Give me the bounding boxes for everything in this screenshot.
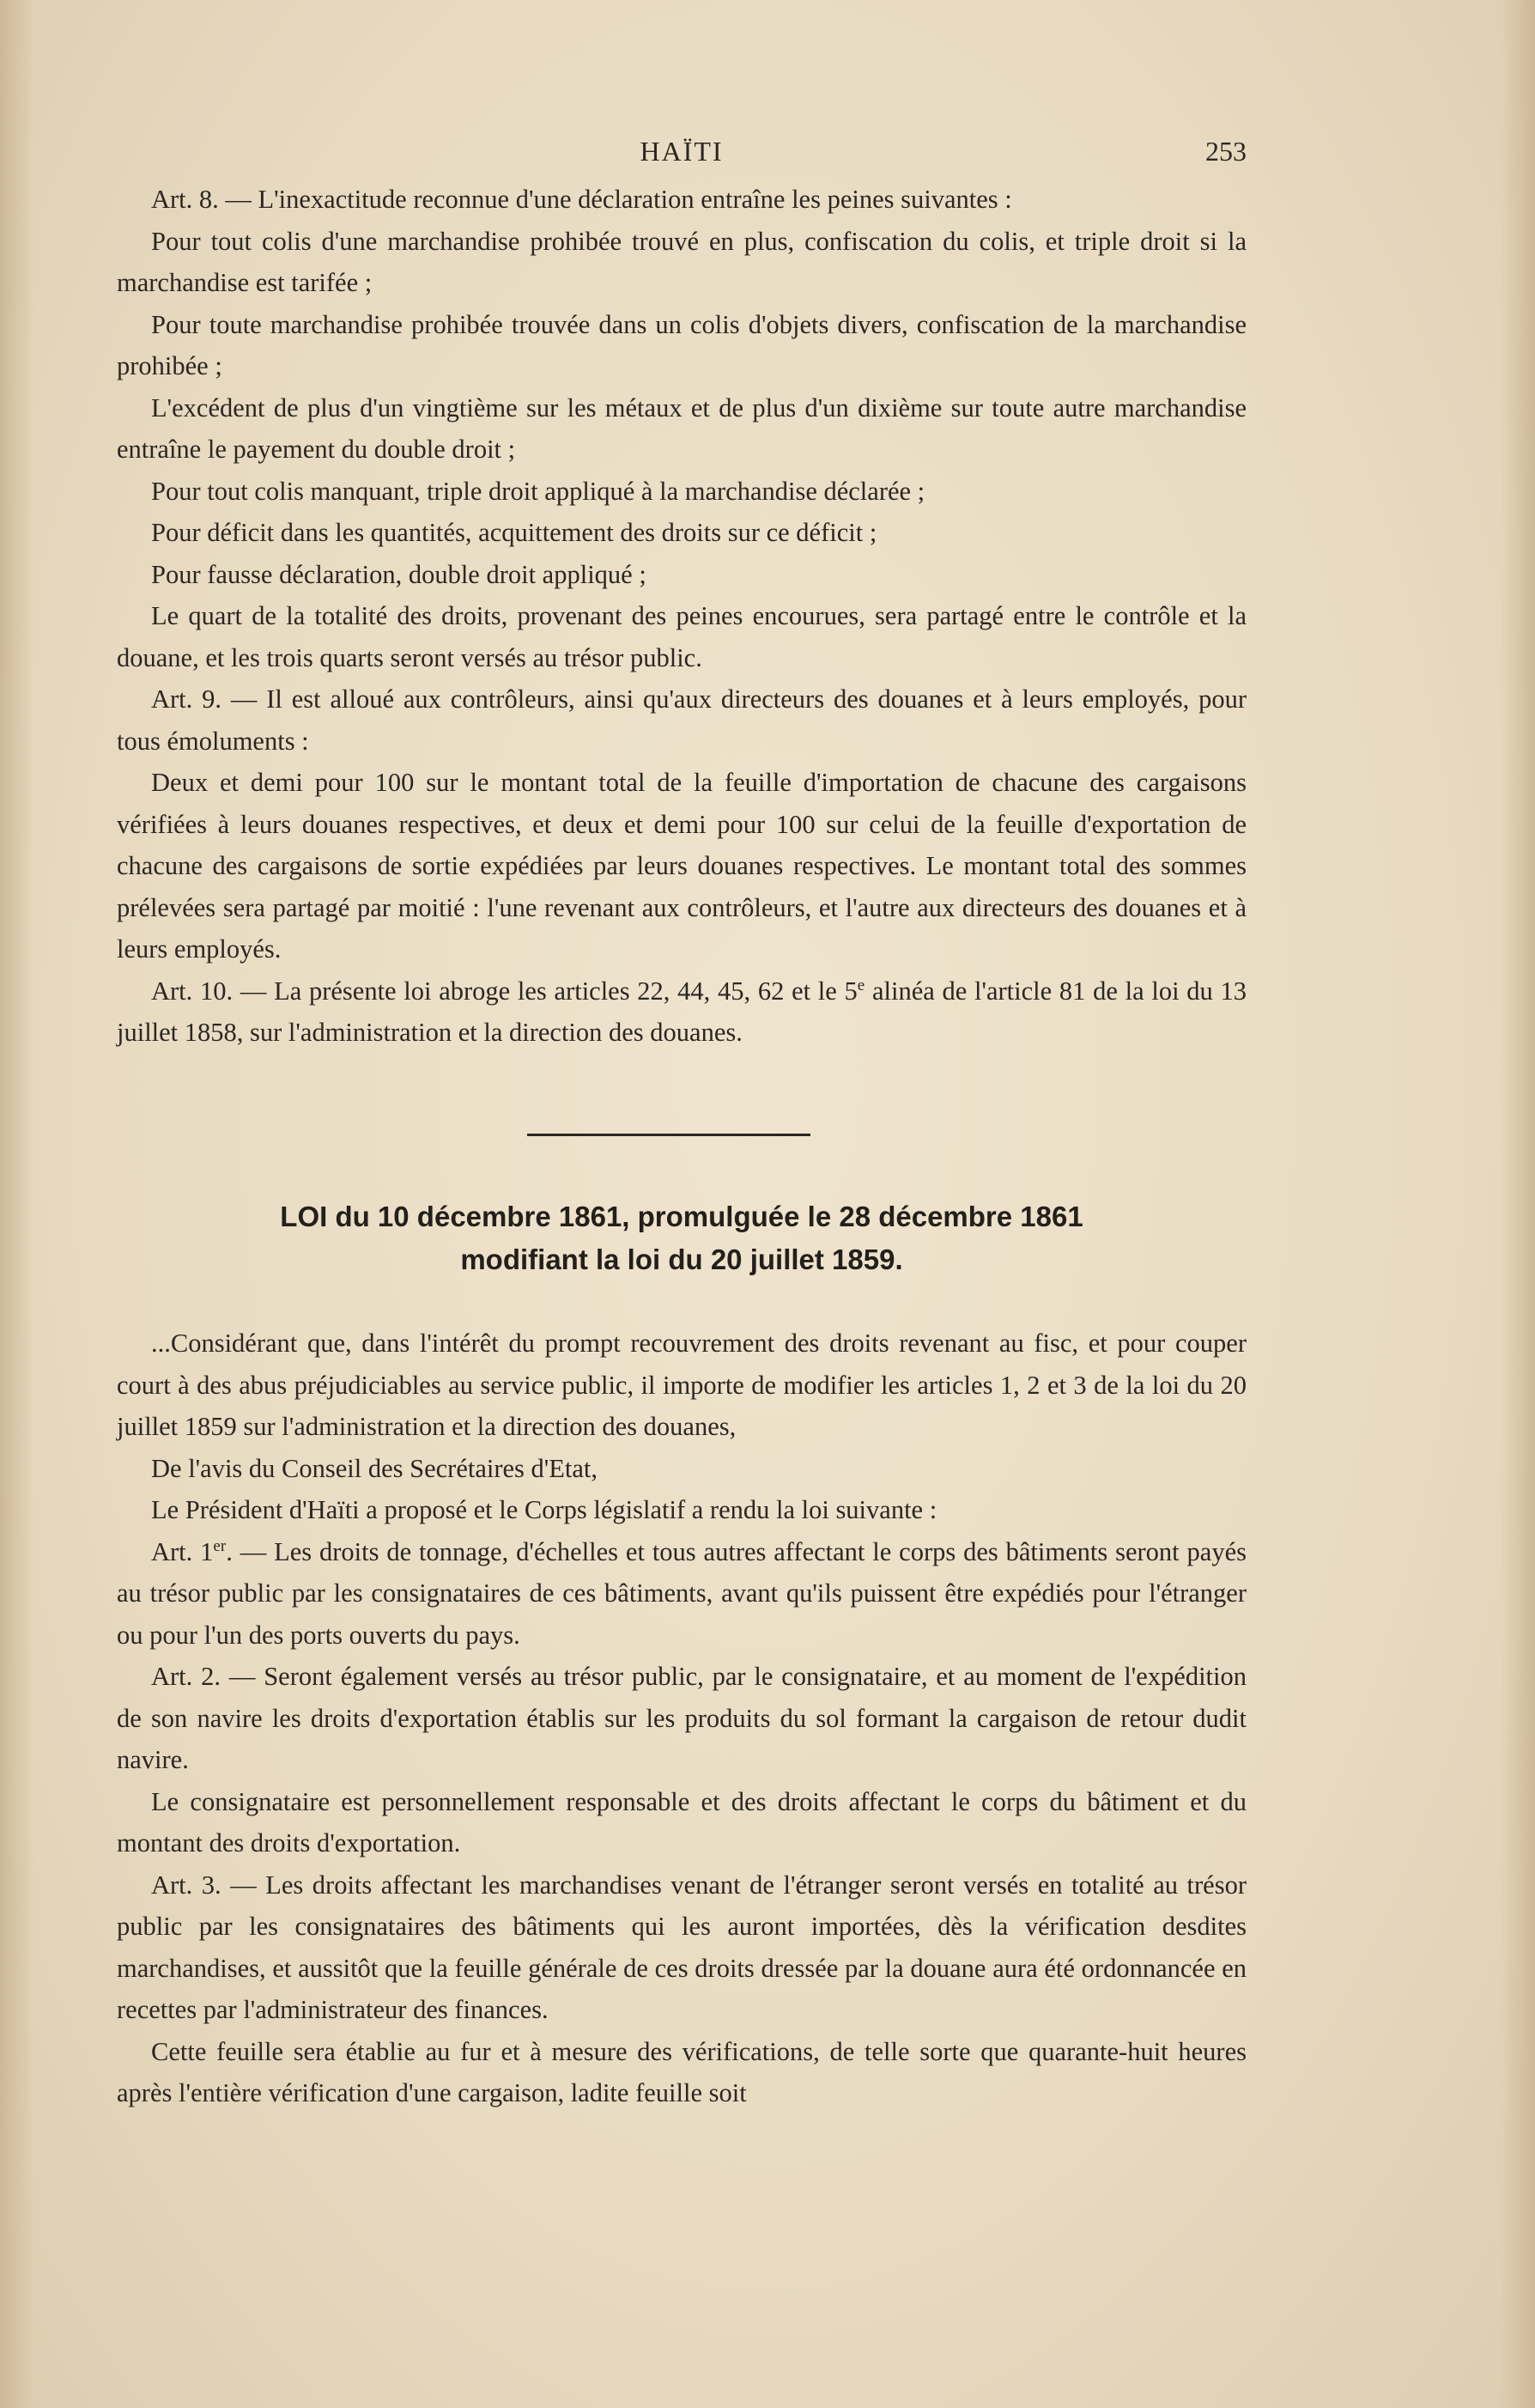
paragraph: De l'avis du Conseil des Secrétaires d'Etat,: [151, 1453, 598, 1483]
text-run: Art. 1: [151, 1536, 214, 1566]
text-run: Art. 10. — La présente loi abroge les articles 22, 44, 45, 62 et le 5: [151, 976, 858, 1006]
paragraph: Pour déficit dans les quantités, acquittement des droits sur ce déficit ;: [151, 518, 877, 547]
paragraph: Deux et demi pour 100 sur le montant total de la feuille d'importation de chacune des cargaisons vérifiées à leurs douanes respectives, et deux et demi pour 100 sur celui de la feuille d'exportation de chacune des cargaisons de sortie expédiées par leurs douanes respectives. Le montant total des sommes prélevées sera partagé par moitié : l'une revenant aux contrôleurs, et l'autre aux directeurs des douanes et à leurs employés.: [117, 768, 1247, 964]
paragraph: Pour fausse déclaration, double droit appliqué ;: [151, 559, 646, 589]
running-title: HAÏTI: [640, 136, 724, 167]
text-run: alinéa de l'article 81 de la loi du 13 juillet 1858, sur l'administration et la direction des douanes.: [117, 976, 1247, 1047]
paragraph: Pour tout colis manquant, triple droit appliqué à la marchandise déclarée ;: [151, 476, 925, 506]
page-number: 253: [1205, 136, 1247, 167]
article-text-bottom: [117, 1323, 1247, 2114]
paragraph: Pour tout colis d'une marchandise prohibée trouvé en plus, confiscation du colis, et triple droit si la marchandise est tarifée ;: [117, 226, 1247, 297]
paragraph: L'excédent de plus d'un vingtième sur les métaux et de plus d'un dixième sur toute autre marchandise entraîne le payement du double droit ;: [117, 392, 1247, 464]
page-edge-shadow-left: [0, 0, 34, 2408]
paragraph: Pour toute marchandise prohibée trouvée dans un colis d'objets divers, confiscation de la marchandise prohibée ;: [117, 309, 1247, 380]
ordinal-superscript: er: [213, 1536, 227, 1555]
paragraph: Cette feuille sera établie au fur et à mesure des vérifications, de telle sorte que quarante-huit heures après l'entière vérification d'une cargaison, ladite feuille soit: [117, 2036, 1247, 2107]
paragraph: ...Considérant que, dans l'intérêt du prompt recouvrement des droits revenant au fisc, et pour couper court à des abus préjudiciables au service public, il importe de modifier les articles 1, 2 et 3 de la loi du 20 juillet 1859 sur l'administration et la direction des douanes,: [117, 1329, 1247, 1441]
article-text-top: [117, 179, 1247, 1054]
text-run: . — Les droits de tonnage, d'échelles et tous autres affectant le corps des bâtiments seront payés au trésor public par les consignataires de ces bâtiments, avant qu'ils puissent être expédiés pour l'étranger ou pour l'un des ports ouverts du pays.: [117, 1536, 1247, 1650]
ordinal-superscript: e: [857, 976, 865, 994]
page-header: [117, 129, 1247, 172]
law-title: [117, 1195, 1247, 1281]
law-title-line-1: LOI du 10 décembre 1861, promulguée le 28 décembre 1861: [280, 1201, 1083, 1232]
paragraph: Art. 9. — Il est alloué aux contrôleurs, ainsi qu'aux directeurs des douanes et à leurs employés, pour tous émoluments :: [117, 684, 1247, 756]
paragraph: Le Président d'Haïti a proposé et le Corps législatif a rendu la loi suivante :: [151, 1495, 937, 1524]
section-divider: [527, 1134, 810, 1136]
paragraph: [117, 1531, 1247, 1657]
paragraph: Art. 2. — Seront également versés au trésor public, par le consignataire, et au moment de l'expédition de son navire les droits d'exportation établis sur les produits du sol formant la cargaison de retour dudit navire.: [117, 1662, 1247, 1774]
paragraph: Art. 8. — L'inexactitude reconnue d'une déclaration entraîne les peines suivantes :: [151, 185, 1012, 214]
law-title-line-2: modifiant la loi du 20 juillet 1859.: [460, 1244, 903, 1275]
paragraph: [117, 970, 1247, 1054]
paragraph: Art. 3. — Les droits affectant les marchandises venant de l'étranger seront versés en totalité au trésor public par les consignataires des bâtiments qui les auront importées, dès la vérification desdites marchandises, et aussitôt que la feuille générale de ces droits dressée par la douane aura été ordonnancée en recettes par l'administrateur des finances.: [117, 1870, 1247, 2024]
paragraph: Le quart de la totalité des droits, provenant des peines encourues, sera partagé entre le contrôle et la douane, et les trois quarts seront versés au trésor public.: [117, 601, 1247, 672]
page-edge-shadow-right: [1501, 0, 1535, 2408]
paragraph: Le consignataire est personnellement responsable et des droits affectant le corps du bâtiment et du montant des droits d'exportation.: [117, 1786, 1247, 1858]
